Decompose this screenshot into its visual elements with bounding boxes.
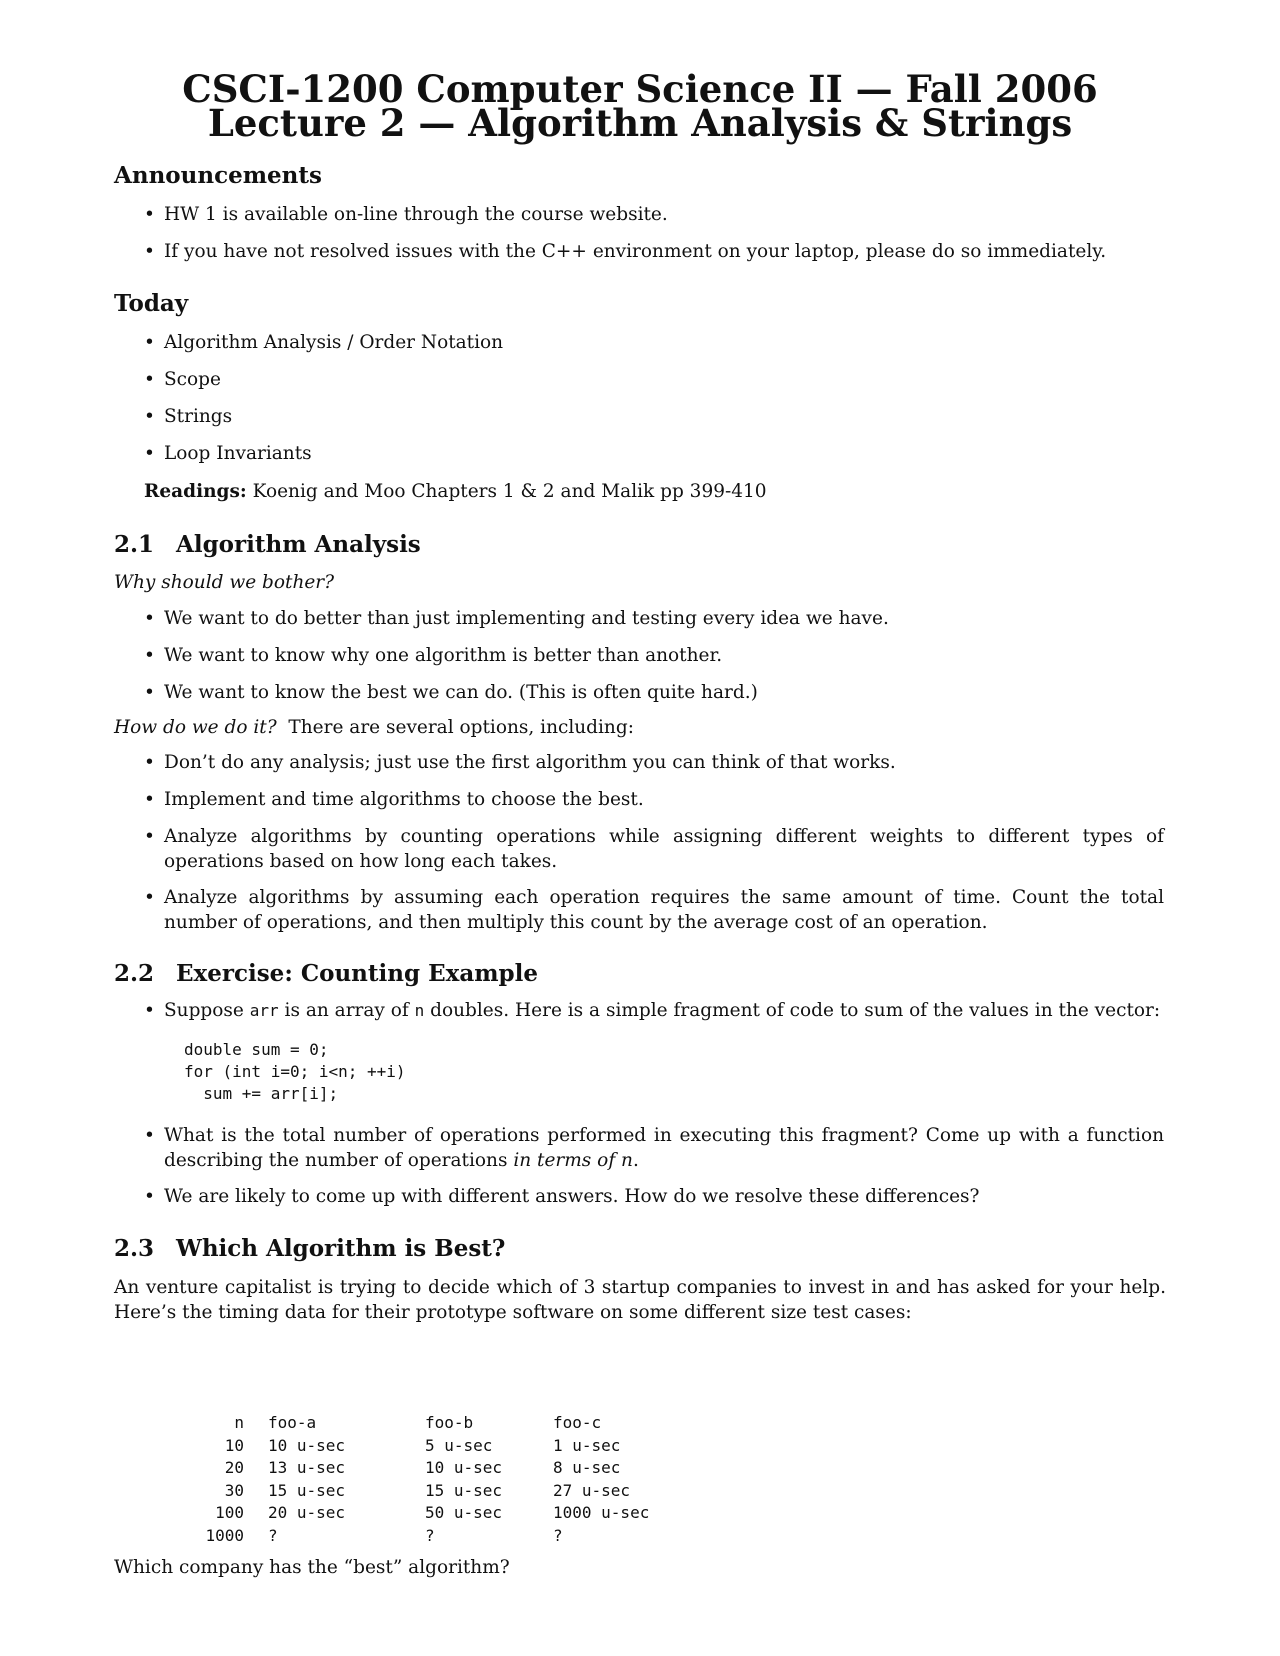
table-cell: 20 [224, 1458, 244, 1477]
code-line: double sum = 0; [184, 1040, 329, 1059]
code-arr: arr [249, 1001, 279, 1020]
bullet-icon: • [144, 608, 155, 629]
table-cell: ? [425, 1525, 435, 1545]
table-header-cell: n [234, 1413, 244, 1432]
table-header-cell: foo-a [268, 1413, 317, 1432]
bullet-icon: • [144, 1186, 155, 1207]
table-cell: 1000 [205, 1525, 244, 1545]
bullet-icon: • [144, 826, 155, 847]
table-cell: 10 [224, 1435, 244, 1455]
table-header-cell: foo-b [425, 1413, 474, 1432]
table-row [178, 1435, 693, 1458]
bullet-icon: • [144, 645, 155, 666]
bullet-icon: • [144, 406, 155, 427]
bullet-icon: • [144, 443, 155, 464]
bullet-icon: • [144, 752, 155, 773]
list-item: • What is the total number of operations performed in executing this fragment? Come up with a function describing the number of operations in terms of n. [144, 1125, 1164, 1171]
section-2-3-intro: An venture capitalist is trying to decide which of 3 startup companies to invest in and has asked for your help. Here’s the timing data for their prototype software on some different size test cases: [114, 1277, 1166, 1323]
today-heading: Today [114, 290, 189, 317]
bullet-icon: • [144, 241, 155, 262]
table-row [178, 1525, 693, 1548]
table-cell: ? [553, 1525, 563, 1545]
document-title-line-2: Lecture 2 — Algorithm Analysis & Strings [207, 101, 1073, 145]
readings-label: Readings: [144, 481, 247, 502]
table-cell: 10 u-sec [425, 1458, 503, 1477]
list-item: • Analyze algorithms by assuming each operation requires the same amount of time. Count the total number of operations, and then multiply this count by the average cost of an operation. [144, 887, 1164, 933]
table-cell: 1000 u-sec [553, 1503, 650, 1522]
section-2-2-heading: 2.2 Exercise: Counting Example [114, 960, 539, 987]
table-header-cell: foo-c [553, 1413, 602, 1432]
why-question: Why should we bother? [114, 572, 335, 593]
bullet-icon: • [144, 682, 155, 703]
table-cell: 1 u-sec [553, 1435, 621, 1455]
table-cell: 13 u-sec [268, 1458, 346, 1477]
table-cell: 100 [215, 1503, 244, 1522]
table-row [178, 1502, 693, 1525]
closing-question: Which company has the “best” algorithm? [114, 1557, 510, 1578]
list-item: • Analyze algorithms by counting operations while assigning different weights to different types of operations based on how long each takes. [144, 826, 1164, 872]
bullet-icon: • [144, 789, 155, 810]
readings-line [144, 479, 767, 504]
table-row [178, 1480, 693, 1503]
how-question: How do we do it? [114, 717, 277, 738]
table-cell: 5 u-sec [425, 1435, 493, 1455]
bullet-icon: • [144, 1125, 155, 1146]
announcements-heading: Announcements [114, 162, 322, 189]
bullet-icon: • [144, 204, 155, 225]
table-cell: 30 [224, 1480, 244, 1500]
bullet-icon: • [144, 887, 155, 908]
table-cell: 20 u-sec [268, 1503, 346, 1522]
code-n: n [414, 1001, 425, 1020]
table-cell: 8 u-sec [553, 1458, 621, 1477]
readings-text: Koenig and Moo Chapters 1 & 2 and Malik pp 399-410 [252, 481, 767, 502]
table-cell: 15 u-sec [425, 1480, 503, 1500]
code-line: for (int i=0; i<n; ++i) [184, 1062, 406, 1081]
section-2-1-heading: 2.1 Algorithm Analysis [114, 531, 421, 558]
code-block [184, 1039, 406, 1105]
timing-table [178, 1412, 693, 1547]
bullet-icon: • [144, 369, 155, 390]
table-cell: 50 u-sec [425, 1503, 503, 1522]
table-cell: 10 u-sec [268, 1435, 346, 1455]
section-2-3-heading: 2.3 Which Algorithm is Best? [114, 1235, 506, 1262]
how-line [114, 715, 634, 740]
table-cell: 27 u-sec [553, 1480, 631, 1500]
code-line: sum += arr[i]; [184, 1084, 339, 1103]
how-intro: There are several options, including: [288, 717, 634, 738]
table-cell: 15 u-sec [268, 1480, 346, 1500]
table-header-row [178, 1412, 693, 1435]
bullet-icon: • [144, 332, 155, 353]
table-row [178, 1457, 693, 1480]
document-title-line-1: CSCI-1200 Computer Science II — Fall 2006 [182, 67, 1098, 111]
table-cell: ? [268, 1525, 278, 1545]
bullet-icon: • [144, 1000, 155, 1021]
